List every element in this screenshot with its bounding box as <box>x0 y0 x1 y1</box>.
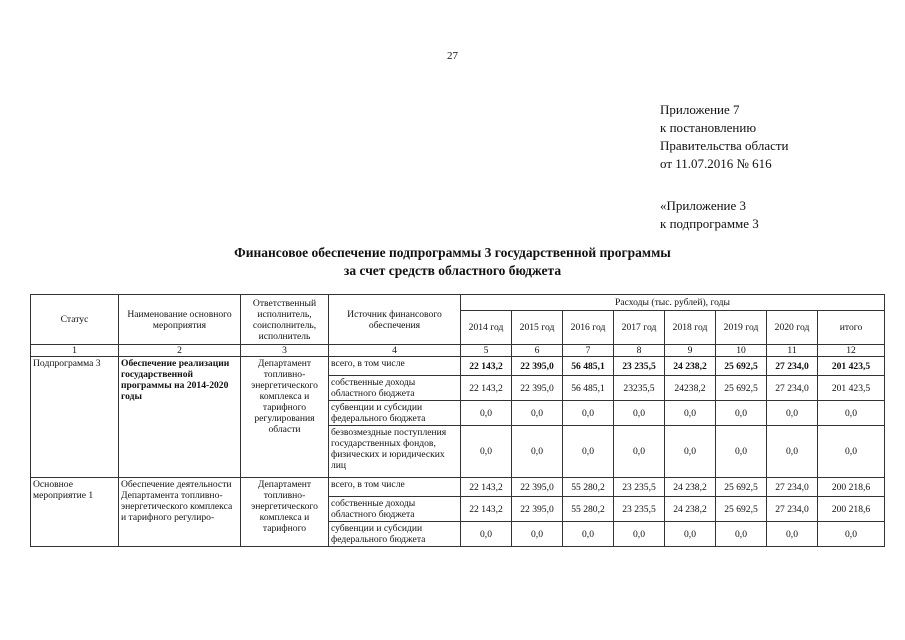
header-executor: Ответственный исполнитель, соисполнитель, исполнитель <box>241 295 329 345</box>
value-cell: 27 234,0 <box>767 357 818 376</box>
value-cell: 200 218,6 <box>818 478 885 497</box>
value-cell: 22 395,0 <box>512 497 563 522</box>
appendix-line: Правительства области <box>660 138 789 153</box>
value-cell: 23 235,5 <box>614 478 665 497</box>
value-cell: 27 234,0 <box>767 497 818 522</box>
value-cell: 22 395,0 <box>512 478 563 497</box>
column-number: 5 <box>461 345 512 357</box>
source-cell: всего, в том числе <box>329 478 461 497</box>
value-cell: 24238,2 <box>665 376 716 401</box>
value-cell: 55 280,2 <box>563 478 614 497</box>
block-main-measure <box>31 478 885 547</box>
value-cell: 22 395,0 <box>512 357 563 376</box>
appendix-line: Приложение 7 <box>660 102 740 117</box>
executor-cell: Департамент топливно-энергетического комплекса и тарифного <box>241 478 329 547</box>
column-number: 1 <box>31 345 119 357</box>
value-cell: 0,0 <box>461 426 512 478</box>
header-year: 2016 год <box>563 311 614 345</box>
header-year: 2017 год <box>614 311 665 345</box>
document-title <box>0 244 905 280</box>
value-cell: 27 234,0 <box>767 478 818 497</box>
value-cell: 22 143,2 <box>461 497 512 522</box>
column-number: 12 <box>818 345 885 357</box>
header-year: 2015 год <box>512 311 563 345</box>
column-number: 8 <box>614 345 665 357</box>
value-cell: 22 143,2 <box>461 357 512 376</box>
value-cell: 56 485,1 <box>563 357 614 376</box>
source-cell: всего, в том числе <box>329 357 461 376</box>
header-status: Статус <box>31 295 119 345</box>
value-cell: 0,0 <box>461 522 512 547</box>
source-cell: субвенции и субсидии федерального бюджета <box>329 522 461 547</box>
value-cell: 0,0 <box>716 426 767 478</box>
value-cell: 24 238,2 <box>665 357 716 376</box>
status-cell: Основное мероприятие 1 <box>31 478 119 547</box>
table-row <box>31 357 885 376</box>
column-number: 10 <box>716 345 767 357</box>
executor-cell: Департамент топливно-энергетического комплекса и тарифного регулирования области <box>241 357 329 478</box>
column-number: 3 <box>241 345 329 357</box>
column-number: 4 <box>329 345 461 357</box>
column-number: 7 <box>563 345 614 357</box>
appendix-line: «Приложение 3 <box>660 198 747 213</box>
value-cell: 23 235,5 <box>614 497 665 522</box>
value-cell: 22 143,2 <box>461 478 512 497</box>
header-year: 2018 год <box>665 311 716 345</box>
value-cell: 0,0 <box>818 426 885 478</box>
title-line-2: за счет средств областного бюджета <box>343 263 562 278</box>
header-measure: Наименование основного мероприятия <box>119 295 241 345</box>
source-cell: безвозмездные поступления государственных фондов, физических и юридических лиц <box>329 426 461 478</box>
column-number: 2 <box>119 345 241 357</box>
block-subprogram <box>31 357 885 478</box>
source-cell: собственные доходы областного бюджета <box>329 376 461 401</box>
value-cell: 200 218,6 <box>818 497 885 522</box>
value-cell: 25 692,5 <box>716 478 767 497</box>
header-source: Источник финансового обеспечения <box>329 295 461 345</box>
value-cell: 0,0 <box>665 401 716 426</box>
value-cell: 23 235,5 <box>614 357 665 376</box>
value-cell: 27 234,0 <box>767 376 818 401</box>
page-number: 27 <box>447 50 458 62</box>
value-cell: 0,0 <box>461 401 512 426</box>
value-cell: 0,0 <box>716 522 767 547</box>
value-cell: 25 692,5 <box>716 376 767 401</box>
column-number: 9 <box>665 345 716 357</box>
value-cell: 0,0 <box>767 522 818 547</box>
title-line-1: Финансовое обеспечение подпрограммы 3 государственной программы <box>234 245 671 260</box>
value-cell: 0,0 <box>818 522 885 547</box>
header-expenses: Расходы (тыс. рублей), годы <box>461 295 885 311</box>
appendix-note <box>660 101 789 233</box>
header-year: 2020 год <box>767 311 818 345</box>
appendix-line: к подпрограмме 3 <box>660 216 759 231</box>
value-cell: 0,0 <box>563 401 614 426</box>
value-cell: 201 423,5 <box>818 357 885 376</box>
source-cell: собственные доходы областного бюджета <box>329 497 461 522</box>
value-cell: 55 280,2 <box>563 497 614 522</box>
value-cell: 0,0 <box>512 426 563 478</box>
value-cell: 0,0 <box>767 401 818 426</box>
value-cell: 0,0 <box>665 522 716 547</box>
value-cell: 25 692,5 <box>716 357 767 376</box>
value-cell: 23235,5 <box>614 376 665 401</box>
value-cell: 25 692,5 <box>716 497 767 522</box>
value-cell: 0,0 <box>563 426 614 478</box>
measure-cell: Обеспечение деятельности Департамента топливно-энергетического комплекса и тарифного регулиро- <box>119 478 241 547</box>
measure-cell: Обеспечение реализации государственной программы на 2014-2020 годы <box>119 357 241 478</box>
finance-table <box>30 294 885 547</box>
value-cell: 0,0 <box>512 401 563 426</box>
value-cell: 22 143,2 <box>461 376 512 401</box>
value-cell: 0,0 <box>716 401 767 426</box>
value-cell: 0,0 <box>767 426 818 478</box>
value-cell: 201 423,5 <box>818 376 885 401</box>
table-row <box>31 478 885 497</box>
value-cell: 22 395,0 <box>512 376 563 401</box>
value-cell: 24 238,2 <box>665 497 716 522</box>
header-year: 2014 год <box>461 311 512 345</box>
value-cell: 0,0 <box>512 522 563 547</box>
status-cell: Подпрограмма 3 <box>31 357 119 478</box>
value-cell: 0,0 <box>665 426 716 478</box>
source-cell: субвенции и субсидии федерального бюджета <box>329 401 461 426</box>
value-cell: 24 238,2 <box>665 478 716 497</box>
value-cell: 0,0 <box>614 522 665 547</box>
column-number: 11 <box>767 345 818 357</box>
value-cell: 0,0 <box>614 426 665 478</box>
appendix-line: от 11.07.2016 № 616 <box>660 156 772 171</box>
column-number: 6 <box>512 345 563 357</box>
appendix-line: к постановлению <box>660 120 757 135</box>
value-cell: 56 485,1 <box>563 376 614 401</box>
value-cell: 0,0 <box>563 522 614 547</box>
header-year: итого <box>818 311 885 345</box>
value-cell: 0,0 <box>818 401 885 426</box>
header-year: 2019 год <box>716 311 767 345</box>
value-cell: 0,0 <box>614 401 665 426</box>
